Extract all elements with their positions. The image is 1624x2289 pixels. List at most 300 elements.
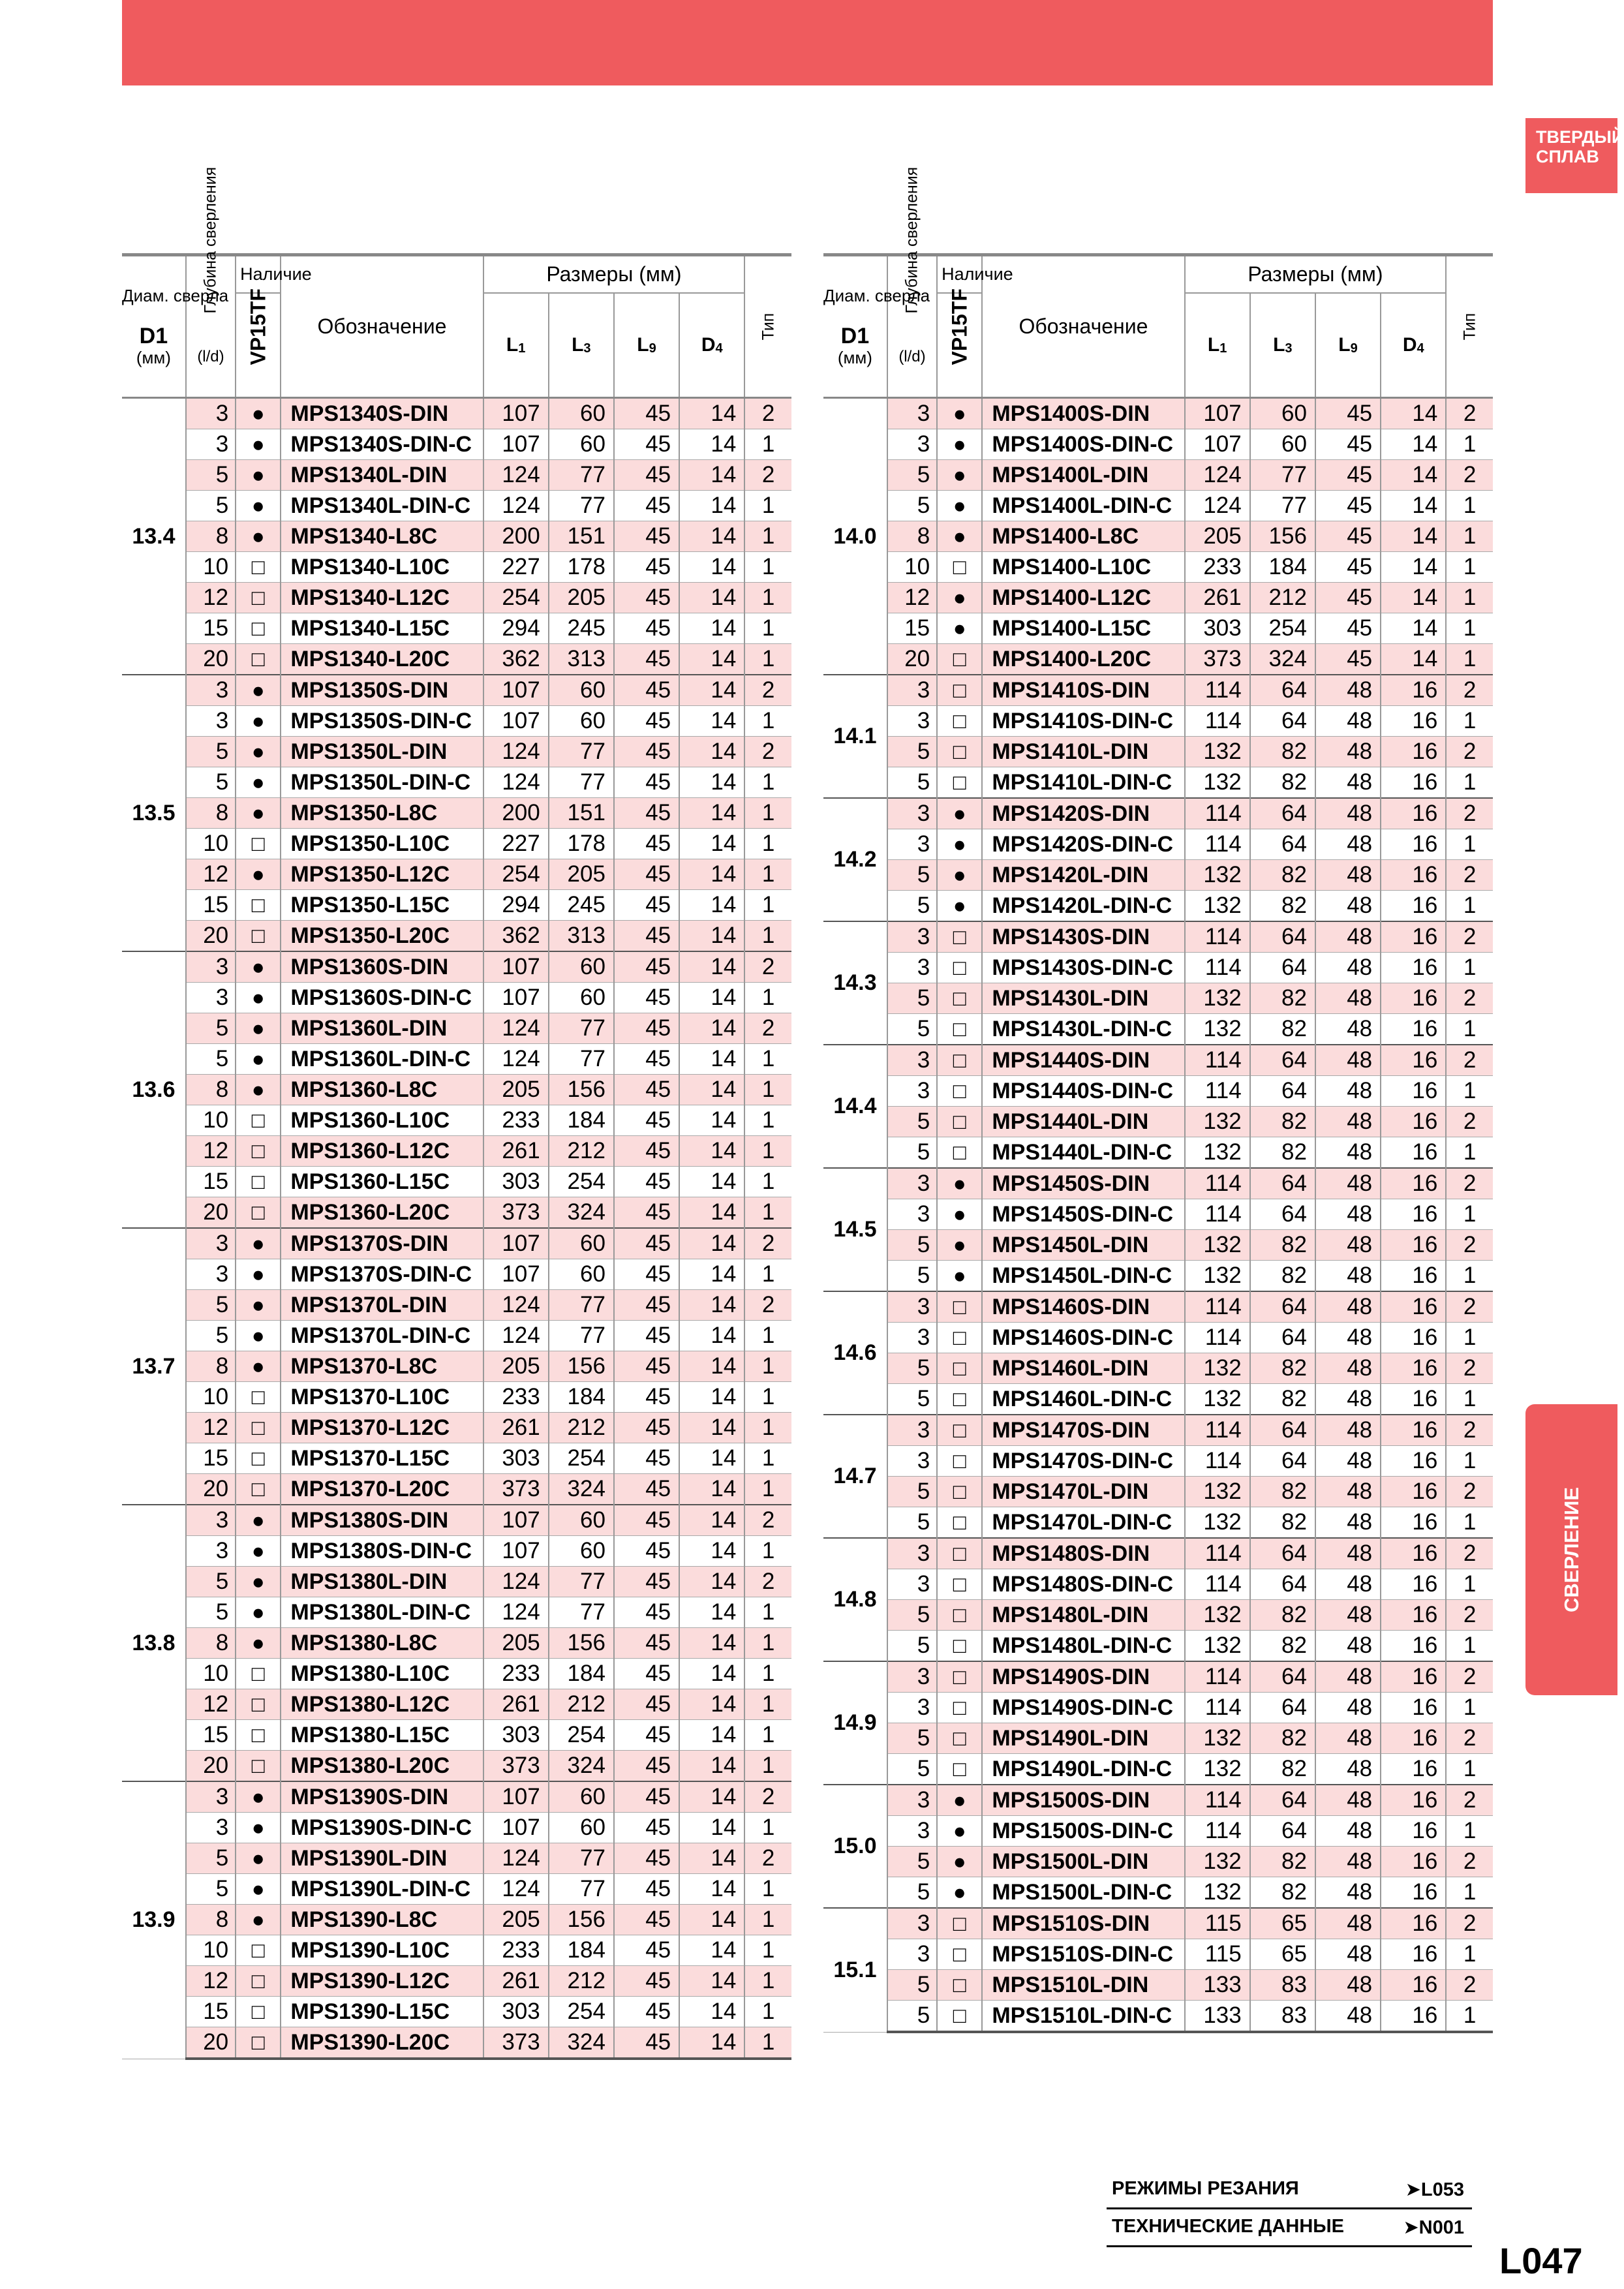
code-cell[interactable]: MPS1510L-DIN-C: [982, 2001, 1184, 2033]
code-cell[interactable]: MPS1410S-DIN-C: [982, 706, 1184, 737]
code-cell[interactable]: MPS1380L-DIN-C: [281, 1597, 483, 1628]
depth-cell: 8: [186, 521, 236, 552]
l1-cell: 200: [483, 521, 549, 552]
code-cell[interactable]: MPS1480L-DIN: [982, 1600, 1184, 1631]
code-cell[interactable]: MPS1450L-DIN: [982, 1230, 1184, 1261]
depth-cell: 5: [887, 1477, 937, 1507]
l1-cell: 124: [483, 1321, 549, 1351]
availability-cell: □: [937, 1415, 982, 1446]
l1-cell: 114: [1185, 1168, 1250, 1199]
code-cell[interactable]: MPS1380S-DIN-C: [281, 1536, 483, 1567]
availability-cell: □: [236, 829, 281, 859]
code-cell[interactable]: MPS1400-L12C: [982, 583, 1184, 613]
code-cell[interactable]: MPS1390-L10C: [281, 1935, 483, 1966]
availability-cell: □: [937, 552, 982, 583]
code-cell[interactable]: MPS1400-L15C: [982, 613, 1184, 644]
d4-cell: 14: [679, 1659, 744, 1689]
d4-cell: 14: [679, 1290, 744, 1321]
d4-cell: 16: [1381, 1291, 1446, 1323]
l1-cell: 124: [483, 1874, 549, 1905]
code-cell[interactable]: MPS1490S-DIN: [982, 1661, 1184, 1693]
availability-cell: □: [937, 1291, 982, 1323]
l9-cell: 48: [1315, 1600, 1381, 1631]
code-cell[interactable]: MPS1430L-DIN: [982, 983, 1184, 1014]
code-cell[interactable]: MPS1460S-DIN-C: [982, 1323, 1184, 1353]
l9-cell: 48: [1315, 1847, 1381, 1877]
depth-cell: 3: [186, 983, 236, 1013]
depth-cell: 3: [186, 1536, 236, 1567]
code-cell[interactable]: MPS1360-L10C: [281, 1105, 483, 1136]
l9-cell: 48: [1315, 798, 1381, 829]
depth-cell: 5: [887, 1014, 937, 1045]
availability-cell: ●: [937, 429, 982, 460]
code-cell[interactable]: MPS1370-L10C: [281, 1382, 483, 1413]
l9-cell: 45: [614, 1474, 679, 1505]
table-row: [122, 1935, 791, 1966]
code-cell[interactable]: MPS1430S-DIN-C: [982, 953, 1184, 983]
l9-cell: 45: [614, 890, 679, 921]
l1-cell: 114: [1185, 706, 1250, 737]
code-cell[interactable]: MPS1380-L8C: [281, 1628, 483, 1659]
availability-cell: □: [937, 1477, 982, 1507]
code-cell[interactable]: MPS1350-L15C: [281, 890, 483, 921]
depth-cell: 8: [186, 1905, 236, 1935]
code-cell[interactable]: MPS1470L-DIN: [982, 1477, 1184, 1507]
l1-cell: 107: [483, 706, 549, 737]
l3-cell: 212: [549, 1689, 614, 1720]
code-cell[interactable]: MPS1420L-DIN-C: [982, 891, 1184, 922]
code-cell[interactable]: MPS1440S-DIN: [982, 1045, 1184, 1076]
l9-cell: 48: [1315, 1970, 1381, 2001]
table-row: [823, 706, 1493, 737]
type-cell: 2: [744, 951, 791, 983]
code-cell[interactable]: MPS1360L-DIN: [281, 1013, 483, 1044]
code-cell[interactable]: MPS1390-L15C: [281, 1997, 483, 2027]
l3-cell: 60: [549, 675, 614, 706]
code-cell[interactable]: MPS1390-L8C: [281, 1905, 483, 1935]
d4-cell: 14: [679, 951, 744, 983]
col-grade-label: VP15TF: [246, 288, 270, 365]
depth-cell: 3: [887, 1446, 937, 1477]
code-cell[interactable]: MPS1400L-DIN-C: [982, 491, 1184, 521]
code-cell[interactable]: MPS1380-L12C: [281, 1689, 483, 1720]
depth-cell: 5: [887, 1600, 937, 1631]
l1-cell: 233: [483, 1105, 549, 1136]
d4-cell: 14: [679, 767, 744, 798]
code-cell[interactable]: MPS1350-L20C: [281, 921, 483, 952]
l3-cell: 82: [1250, 1107, 1315, 1137]
product-table-left: [122, 166, 791, 2060]
code-cell[interactable]: MPS1340-L8C: [281, 521, 483, 552]
code-cell[interactable]: MPS1360-L20C: [281, 1197, 483, 1229]
l9-cell: 45: [614, 1843, 679, 1874]
link-technical-data-label: ТЕХНИЧЕСКИЕ ДАННЫЕ: [1112, 2216, 1345, 2237]
table-row: [122, 1075, 791, 1105]
code-cell[interactable]: MPS1460S-DIN: [982, 1291, 1184, 1323]
depth-cell: 3: [186, 675, 236, 706]
type-cell: 2: [1446, 1291, 1493, 1323]
code-cell[interactable]: MPS1380-L20C: [281, 1751, 483, 1782]
d4-cell: 16: [1381, 829, 1446, 860]
code-cell[interactable]: MPS1400S-DIN: [982, 398, 1184, 429]
l1-cell: 124: [483, 1044, 549, 1075]
type-cell: 1: [744, 890, 791, 921]
type-cell: 2: [1446, 1661, 1493, 1693]
l3-cell: 64: [1250, 1693, 1315, 1723]
code-cell[interactable]: MPS1440L-DIN: [982, 1107, 1184, 1137]
code-cell[interactable]: MPS1440S-DIN-C: [982, 1076, 1184, 1107]
l9-cell: 48: [1315, 829, 1381, 860]
l1-cell: 132: [1185, 1600, 1250, 1631]
type-cell: 1: [744, 429, 791, 460]
code-cell[interactable]: MPS1510L-DIN: [982, 1970, 1184, 2001]
link-cutting-conditions[interactable]: [1107, 2172, 1472, 2209]
code-cell[interactable]: MPS1350-L10C: [281, 829, 483, 859]
code-cell[interactable]: MPS1480S-DIN: [982, 1538, 1184, 1569]
type-cell: 1: [744, 1105, 791, 1136]
l9-cell: 45: [614, 951, 679, 983]
type-cell: 1: [1446, 1754, 1493, 1785]
code-cell[interactable]: MPS1360-L15C: [281, 1167, 483, 1197]
code-cell[interactable]: MPS1380L-DIN: [281, 1567, 483, 1597]
code-cell[interactable]: MPS1360-L8C: [281, 1075, 483, 1105]
code-cell[interactable]: MPS1490S-DIN-C: [982, 1693, 1184, 1723]
col-code: Обозначение: [982, 255, 1184, 398]
depth-cell: 5: [887, 1384, 937, 1415]
code-cell[interactable]: MPS1350L-DIN: [281, 737, 483, 767]
code-cell[interactable]: MPS1350S-DIN: [281, 675, 483, 706]
code-cell[interactable]: MPS1400L-DIN: [982, 460, 1184, 491]
code-cell[interactable]: MPS1470L-DIN-C: [982, 1507, 1184, 1539]
l9-cell: 45: [614, 460, 679, 491]
l1-cell: 114: [1185, 829, 1250, 860]
code-cell[interactable]: MPS1370-L20C: [281, 1474, 483, 1505]
l1-cell: 132: [1185, 1877, 1250, 1909]
l9-cell: 48: [1315, 1816, 1381, 1847]
l3-cell: 82: [1250, 1261, 1315, 1292]
code-cell[interactable]: MPS1370S-DIN-C: [281, 1259, 483, 1290]
d4-cell: 14: [1381, 460, 1446, 491]
availability-cell: □: [937, 1323, 982, 1353]
l1-cell: 107: [483, 675, 549, 706]
code-cell[interactable]: MPS1390S-DIN-C: [281, 1813, 483, 1843]
l3-cell: 178: [549, 829, 614, 859]
availability-cell: ●: [236, 1321, 281, 1351]
l3-cell: 254: [549, 1167, 614, 1197]
l1-cell: 227: [483, 552, 549, 583]
d4-cell: 14: [679, 675, 744, 706]
availability-cell: □: [937, 644, 982, 675]
l3-cell: 82: [1250, 860, 1315, 891]
depth-cell: 5: [887, 1353, 937, 1384]
code-cell[interactable]: MPS1450S-DIN: [982, 1168, 1184, 1199]
depth-cell: 3: [887, 1693, 937, 1723]
code-cell[interactable]: MPS1500L-DIN-C: [982, 1877, 1184, 1909]
availability-cell: ●: [937, 613, 982, 644]
d4-cell: 16: [1381, 1261, 1446, 1292]
type-cell: 2: [744, 1228, 791, 1259]
l9-cell: 45: [1315, 460, 1381, 491]
l9-cell: 48: [1315, 860, 1381, 891]
d4-cell: 14: [679, 1628, 744, 1659]
l3-cell: 64: [1250, 1569, 1315, 1600]
table-row: [122, 583, 791, 613]
code-cell[interactable]: MPS1370-L15C: [281, 1443, 483, 1474]
l1-cell: 373: [483, 1751, 549, 1782]
section-tab-drilling[interactable]: [1525, 1404, 1617, 1695]
code-cell[interactable]: MPS1340-L15C: [281, 613, 483, 644]
depth-cell: 3: [887, 829, 937, 860]
table-row: [823, 1137, 1493, 1169]
d4-cell: 16: [1381, 1477, 1446, 1507]
availability-cell: □: [236, 613, 281, 644]
type-cell: 1: [744, 1413, 791, 1443]
link-technical-data[interactable]: [1107, 2209, 1472, 2247]
table-row: [122, 1382, 791, 1413]
code-cell[interactable]: MPS1340-L10C: [281, 552, 483, 583]
code-cell[interactable]: MPS1450S-DIN-C: [982, 1199, 1184, 1230]
section-tab-carbide[interactable]: ТВЕРДЫЙ СПЛАВ: [1525, 118, 1617, 193]
code-cell[interactable]: MPS1380S-DIN: [281, 1505, 483, 1536]
depth-cell: 3: [887, 1076, 937, 1107]
availability-cell: □: [236, 1443, 281, 1474]
code-cell[interactable]: MPS1380-L15C: [281, 1720, 483, 1751]
code-cell[interactable]: MPS1490L-DIN-C: [982, 1754, 1184, 1785]
code-cell[interactable]: MPS1360-L12C: [281, 1136, 483, 1167]
code-cell[interactable]: MPS1370-L12C: [281, 1413, 483, 1443]
d4-cell: 14: [1381, 613, 1446, 644]
table-row: [823, 1939, 1493, 1970]
table-row: [823, 398, 1493, 429]
code-cell[interactable]: MPS1510S-DIN-C: [982, 1939, 1184, 1970]
code-cell[interactable]: MPS1370S-DIN: [281, 1228, 483, 1259]
code-cell[interactable]: MPS1360S-DIN-C: [281, 983, 483, 1013]
code-cell[interactable]: MPS1420L-DIN: [982, 860, 1184, 891]
l1-cell: 107: [483, 951, 549, 983]
code-cell[interactable]: MPS1450L-DIN-C: [982, 1261, 1184, 1292]
type-cell: 1: [1446, 1384, 1493, 1415]
code-cell[interactable]: MPS1390S-DIN: [281, 1781, 483, 1813]
d4-cell: 14: [679, 2027, 744, 2059]
code-cell[interactable]: MPS1400-L8C: [982, 521, 1184, 552]
l3-cell: 77: [549, 1567, 614, 1597]
l3-cell: 178: [549, 552, 614, 583]
code-cell[interactable]: MPS1500L-DIN: [982, 1847, 1184, 1877]
code-cell[interactable]: MPS1410S-DIN: [982, 675, 1184, 706]
depth-cell: 20: [186, 921, 236, 952]
code-cell[interactable]: MPS1380-L10C: [281, 1659, 483, 1689]
depth-cell: 10: [186, 1105, 236, 1136]
col-depth: [186, 166, 236, 398]
depth-cell: 3: [186, 1259, 236, 1290]
depth-cell: 3: [887, 398, 937, 429]
code-cell[interactable]: MPS1390-L12C: [281, 1966, 483, 1997]
code-cell[interactable]: MPS1360S-DIN: [281, 951, 483, 983]
col-diameter-label: Диам. сверла: [122, 285, 229, 305]
l3-cell: 254: [549, 1720, 614, 1751]
type-cell: 1: [744, 1905, 791, 1935]
code-cell[interactable]: MPS1350S-DIN-C: [281, 706, 483, 737]
code-cell[interactable]: MPS1500S-DIN-C: [982, 1816, 1184, 1847]
depth-cell: 5: [186, 1290, 236, 1321]
l3-cell: 77: [549, 737, 614, 767]
code-cell[interactable]: MPS1340-L12C: [281, 583, 483, 613]
depth-cell: 5: [887, 737, 937, 767]
depth-cell: 5: [186, 1013, 236, 1044]
code-cell[interactable]: MPS1340S-DIN-C: [281, 429, 483, 460]
type-cell: 2: [1446, 1970, 1493, 2001]
d4-cell: 16: [1381, 953, 1446, 983]
l9-cell: 48: [1315, 1538, 1381, 1569]
code-cell[interactable]: MPS1500S-DIN: [982, 1785, 1184, 1816]
col-type-label: Тип: [759, 313, 778, 341]
code-cell[interactable]: MPS1390L-DIN: [281, 1843, 483, 1874]
l1-cell: 261: [483, 1966, 549, 1997]
link-cutting-conditions-label: РЕЖИМЫ РЕЗАНИЯ: [1112, 2178, 1299, 2199]
l3-cell: 254: [549, 1443, 614, 1474]
l9-cell: 45: [614, 521, 679, 552]
depth-cell: 3: [186, 398, 236, 429]
l3-cell: 205: [549, 859, 614, 890]
code-cell[interactable]: MPS1420S-DIN-C: [982, 829, 1184, 860]
availability-cell: □: [236, 1197, 281, 1229]
l1-cell: 132: [1185, 737, 1250, 767]
code-cell[interactable]: MPS1440L-DIN-C: [982, 1137, 1184, 1169]
l9-cell: 45: [614, 767, 679, 798]
l1-cell: 114: [1185, 1446, 1250, 1477]
code-cell[interactable]: MPS1370L-DIN-C: [281, 1321, 483, 1351]
code-cell[interactable]: MPS1420S-DIN: [982, 798, 1184, 829]
table-row: [122, 1536, 791, 1567]
code-cell[interactable]: MPS1390L-DIN-C: [281, 1874, 483, 1905]
availability-cell: ●: [937, 860, 982, 891]
l3-cell: 77: [1250, 491, 1315, 521]
depth-cell: 3: [186, 951, 236, 983]
diameter-cell: 13.7: [122, 1228, 186, 1505]
table-row: [823, 429, 1493, 460]
depth-cell: 5: [186, 1843, 236, 1874]
code-cell[interactable]: MPS1340-L20C: [281, 644, 483, 675]
code-cell[interactable]: MPS1340L-DIN: [281, 460, 483, 491]
depth-cell: 5: [887, 1507, 937, 1539]
code-cell[interactable]: MPS1390-L20C: [281, 2027, 483, 2059]
l1-cell: 227: [483, 829, 549, 859]
table-row: [122, 1259, 791, 1290]
d4-cell: 16: [1381, 1014, 1446, 1045]
code-cell[interactable]: MPS1510S-DIN: [982, 1908, 1184, 1939]
type-cell: 1: [744, 1966, 791, 1997]
l9-cell: 45: [614, 1597, 679, 1628]
code-cell[interactable]: MPS1430S-DIN: [982, 921, 1184, 953]
type-cell: 2: [1446, 1168, 1493, 1199]
l9-cell: 45: [614, 1382, 679, 1413]
code-cell[interactable]: MPS1350L-DIN-C: [281, 767, 483, 798]
depth-cell: 8: [186, 1351, 236, 1382]
availability-cell: □: [937, 921, 982, 953]
table-row: [823, 737, 1493, 767]
d4-cell: 14: [679, 1443, 744, 1474]
type-cell: 1: [1446, 1446, 1493, 1477]
d4-cell: 16: [1381, 1323, 1446, 1353]
l3-cell: 60: [1250, 398, 1315, 429]
type-cell: 2: [744, 1505, 791, 1536]
l1-cell: 132: [1185, 1631, 1250, 1662]
l3-cell: 324: [549, 1751, 614, 1782]
code-cell[interactable]: MPS1400S-DIN-C: [982, 429, 1184, 460]
table-row: [823, 1908, 1493, 1939]
depth-cell: 5: [887, 2001, 937, 2033]
code-cell[interactable]: MPS1340S-DIN: [281, 398, 483, 429]
l3-cell: 64: [1250, 1076, 1315, 1107]
code-cell[interactable]: MPS1340L-DIN-C: [281, 491, 483, 521]
availability-cell: ●: [236, 675, 281, 706]
code-cell[interactable]: MPS1470S-DIN: [982, 1415, 1184, 1446]
availability-cell: □: [937, 1014, 982, 1045]
l1-cell: 132: [1185, 1353, 1250, 1384]
code-cell[interactable]: MPS1410L-DIN-C: [982, 767, 1184, 799]
l9-cell: 48: [1315, 1014, 1381, 1045]
availability-cell: ●: [236, 983, 281, 1013]
depth-cell: 15: [186, 1443, 236, 1474]
code-cell[interactable]: MPS1480L-DIN-C: [982, 1631, 1184, 1662]
availability-cell: □: [937, 1939, 982, 1970]
code-cell[interactable]: MPS1370L-DIN: [281, 1290, 483, 1321]
table-row: [122, 1321, 791, 1351]
code-cell[interactable]: MPS1350-L12C: [281, 859, 483, 890]
l3-cell: 82: [1250, 1600, 1315, 1631]
code-cell[interactable]: MPS1460L-DIN: [982, 1353, 1184, 1384]
code-cell[interactable]: MPS1460L-DIN-C: [982, 1384, 1184, 1415]
availability-cell: ●: [236, 1044, 281, 1075]
table-row: [823, 1477, 1493, 1507]
table-row: [823, 1600, 1493, 1631]
diameter-cell: 14.3: [823, 921, 887, 1045]
code-cell[interactable]: MPS1470S-DIN-C: [982, 1446, 1184, 1477]
l9-cell: 45: [614, 1751, 679, 1782]
code-cell[interactable]: MPS1350-L8C: [281, 798, 483, 829]
depth-cell: 12: [186, 1966, 236, 1997]
d4-cell: 16: [1381, 767, 1446, 799]
diameter-cell: 15.0: [823, 1785, 887, 1908]
availability-cell: □: [236, 1413, 281, 1443]
l3-cell: 77: [549, 1874, 614, 1905]
code-cell[interactable]: MPS1480S-DIN-C: [982, 1569, 1184, 1600]
table-row: [823, 860, 1493, 891]
availability-cell: ●: [937, 829, 982, 860]
code-cell[interactable]: MPS1410L-DIN: [982, 737, 1184, 767]
l1-cell: 132: [1185, 1014, 1250, 1045]
diameter-cell: 14.5: [823, 1168, 887, 1291]
code-cell[interactable]: MPS1370-L8C: [281, 1351, 483, 1382]
code-cell[interactable]: MPS1430L-DIN-C: [982, 1014, 1184, 1045]
type-cell: 2: [1446, 1353, 1493, 1384]
d4-cell: 14: [679, 1567, 744, 1597]
l9-cell: 45: [614, 1966, 679, 1997]
code-cell[interactable]: MPS1490L-DIN: [982, 1723, 1184, 1754]
d4-cell: 16: [1381, 675, 1446, 706]
code-cell[interactable]: MPS1400-L20C: [982, 644, 1184, 675]
l9-cell: 48: [1315, 1291, 1381, 1323]
code-cell[interactable]: MPS1400-L10C: [982, 552, 1184, 583]
code-cell[interactable]: MPS1360L-DIN-C: [281, 1044, 483, 1075]
availability-cell: ●: [236, 1351, 281, 1382]
table-row: [122, 1689, 791, 1720]
availability-cell: □: [937, 953, 982, 983]
l3-cell: 77: [549, 1290, 614, 1321]
availability-cell: □: [937, 706, 982, 737]
availability-cell: □: [236, 1720, 281, 1751]
l1-cell: 233: [1185, 552, 1250, 583]
